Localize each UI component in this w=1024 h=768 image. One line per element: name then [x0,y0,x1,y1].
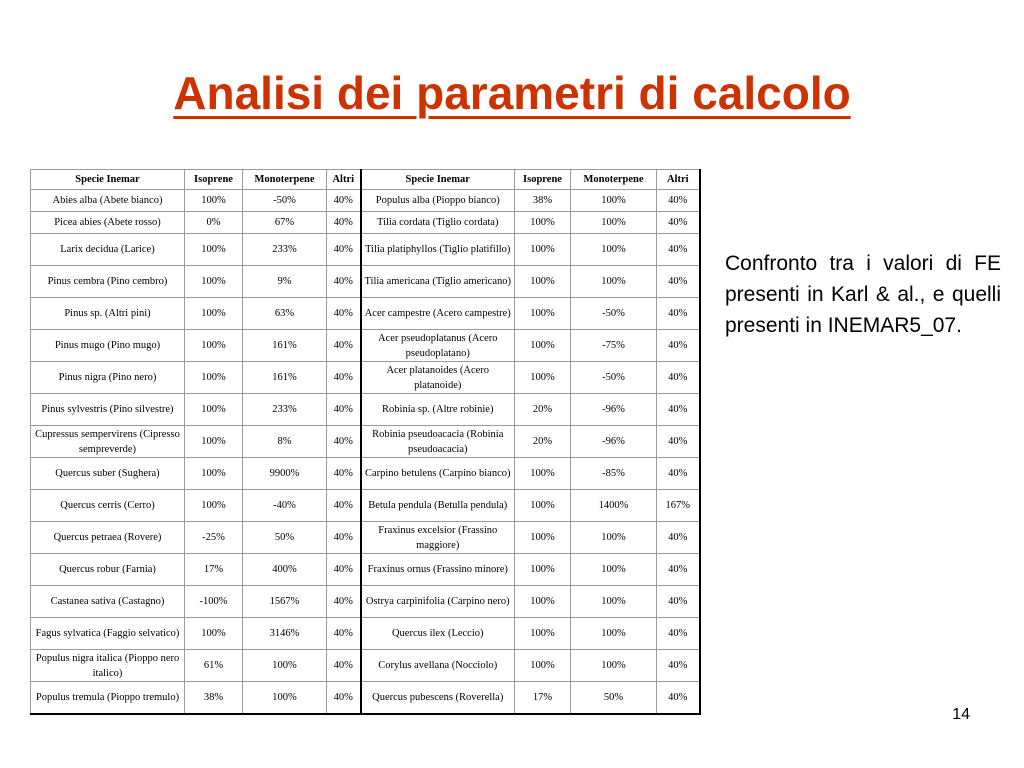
cell-species-left: Cupressus sempervirens (Cipresso sempreverde) [31,426,185,458]
cell-monoterpene-left: 67% [243,212,327,234]
cell-altri-right: 167% [657,490,700,522]
header-isoprene-right: Isoprene [515,170,571,190]
cell-isoprene-right: 100% [515,650,571,682]
table-row [31,266,700,298]
cell-species-left: Quercus petraea (Rovere) [31,522,185,554]
header-monoterpene-left: Monoterpene [243,170,327,190]
cell-altri-right: 40% [657,554,700,586]
cell-isoprene-right: 100% [515,458,571,490]
cell-species-left: Larix decidua (Larice) [31,234,185,266]
cell-altri-right: 40% [657,522,700,554]
cell-species-left: Quercus cerris (Cerro) [31,490,185,522]
cell-monoterpene-left: 9% [243,266,327,298]
cell-species-left: Abies alba (Abete bianco) [31,190,185,212]
cell-altri-right: 40% [657,266,700,298]
cell-isoprene-left: 17% [185,554,243,586]
cell-monoterpene-right: 100% [571,190,657,212]
cell-species-right: Robinia sp. (Altre robinie) [361,394,515,426]
cell-isoprene-right: 100% [515,490,571,522]
cell-species-left: Populus nigra italica (Pioppo nero italico) [31,650,185,682]
cell-isoprene-right: 100% [515,298,571,330]
cell-isoprene-left: 100% [185,362,243,394]
cell-monoterpene-left: 8% [243,426,327,458]
cell-monoterpene-left: 233% [243,234,327,266]
cell-species-right: Tilia cordata (Tiglio cordata) [361,212,515,234]
cell-species-left: Pinus sylvestris (Pino silvestre) [31,394,185,426]
cell-isoprene-left: 61% [185,650,243,682]
cell-altri-left: 40% [327,522,361,554]
cell-altri-left: 40% [327,586,361,618]
cell-species-left: Quercus suber (Sughera) [31,458,185,490]
cell-altri-left: 40% [327,426,361,458]
cell-species-left: Pinus nigra (Pino nero) [31,362,185,394]
cell-species-left: Pinus cembra (Pino cembro) [31,266,185,298]
cell-isoprene-left: 100% [185,266,243,298]
cell-monoterpene-left: 63% [243,298,327,330]
cell-isoprene-left: 100% [185,234,243,266]
table-row [31,298,700,330]
header-species-left: Specie Inemar [31,170,185,190]
cell-species-right: Acer platanoides (Acero platanoide) [361,362,515,394]
page-number: 14 [952,706,970,723]
cell-monoterpene-right: 100% [571,554,657,586]
cell-monoterpene-left: 161% [243,362,327,394]
table-header-row [31,170,700,190]
cell-isoprene-left: 100% [185,618,243,650]
cell-monoterpene-left: 1567% [243,586,327,618]
cell-monoterpene-left: 100% [243,650,327,682]
cell-isoprene-right: 100% [515,212,571,234]
table-row [31,234,700,266]
comparison-note: Confronto tra i valori di FE presenti in Karl & al., e quelli presenti in INEMAR5_07. [725,252,1001,337]
table-row [31,362,700,394]
cell-species-left: Picea abies (Abete rosso) [31,212,185,234]
cell-monoterpene-right: 100% [571,212,657,234]
cell-isoprene-right: 17% [515,682,571,714]
header-monoterpene-right: Monoterpene [571,170,657,190]
cell-isoprene-left: 100% [185,394,243,426]
table-row [31,618,700,650]
cell-altri-left: 40% [327,554,361,586]
emission-factor-table-container [30,169,701,715]
cell-monoterpene-left: -40% [243,490,327,522]
cell-species-right: Carpino betulens (Carpino bianco) [361,458,515,490]
cell-species-left: Castanea sativa (Castagno) [31,586,185,618]
cell-isoprene-right: 100% [515,330,571,362]
header-altri-right: Altri [657,170,700,190]
cell-monoterpene-left: 50% [243,522,327,554]
table-row [31,190,700,212]
cell-species-right: Acer pseudoplatanus (Acero pseudoplatano) [361,330,515,362]
table-row [31,554,700,586]
cell-isoprene-right: 100% [515,266,571,298]
cell-altri-left: 40% [327,234,361,266]
header-altri-left: Altri [327,170,361,190]
cell-monoterpene-right: 100% [571,586,657,618]
cell-monoterpene-right: 50% [571,682,657,714]
cell-altri-left: 40% [327,394,361,426]
cell-isoprene-right: 100% [515,522,571,554]
header-isoprene-left: Isoprene [185,170,243,190]
table-body [31,190,700,714]
cell-isoprene-right: 20% [515,394,571,426]
cell-monoterpene-right: 100% [571,234,657,266]
cell-altri-left: 40% [327,298,361,330]
cell-altri-right: 40% [657,330,700,362]
cell-isoprene-right: 100% [515,586,571,618]
cell-altri-left: 40% [327,618,361,650]
cell-altri-left: 40% [327,362,361,394]
cell-altri-right: 40% [657,298,700,330]
cell-species-right: Ostrya carpinifolia (Carpino nero) [361,586,515,618]
cell-altri-right: 40% [657,618,700,650]
cell-altri-left: 40% [327,266,361,298]
cell-isoprene-left: 38% [185,682,243,714]
cell-monoterpene-left: -50% [243,190,327,212]
cell-altri-right: 40% [657,650,700,682]
cell-altri-right: 40% [657,190,700,212]
cell-monoterpene-right: 1400% [571,490,657,522]
cell-isoprene-right: 38% [515,190,571,212]
cell-monoterpene-left: 9900% [243,458,327,490]
cell-monoterpene-right: -96% [571,394,657,426]
cell-altri-right: 40% [657,682,700,714]
cell-altri-left: 40% [327,650,361,682]
table-row [31,426,700,458]
cell-species-right: Tilia americana (Tiglio americano) [361,266,515,298]
cell-altri-right: 40% [657,394,700,426]
cell-monoterpene-right: 100% [571,650,657,682]
cell-monoterpene-right: 100% [571,522,657,554]
table-row [31,490,700,522]
cell-isoprene-left: 100% [185,458,243,490]
cell-monoterpene-right: -85% [571,458,657,490]
cell-monoterpene-right: 100% [571,266,657,298]
cell-species-right: Robinia pseudoacacia (Robinia pseudoacacia) [361,426,515,458]
cell-isoprene-left: 100% [185,190,243,212]
cell-isoprene-right: 100% [515,234,571,266]
cell-species-left: Pinus sp. (Altri pini) [31,298,185,330]
cell-species-left: Quercus robur (Farnia) [31,554,185,586]
cell-altri-left: 40% [327,190,361,212]
cell-species-right: Quercus pubescens (Roverella) [361,682,515,714]
cell-species-right: Fraxinus excelsior (Frassino maggiore) [361,522,515,554]
slide-title: Analisi dei parametri di calcolo [173,67,851,119]
table-row [31,586,700,618]
cell-isoprene-left: 100% [185,330,243,362]
cell-species-right: Acer campestre (Acero campestre) [361,298,515,330]
cell-species-right: Betula pendula (Betulla pendula) [361,490,515,522]
cell-species-right: Quercus ilex (Leccio) [361,618,515,650]
cell-species-right: Corylus avellana (Nocciolo) [361,650,515,682]
cell-species-right: Tilia platiphyllos (Tiglio platifillo) [361,234,515,266]
cell-isoprene-left: 100% [185,490,243,522]
cell-altri-right: 40% [657,586,700,618]
table-row [31,212,700,234]
cell-species-right: Populus alba (Pioppo bianco) [361,190,515,212]
cell-isoprene-left: -100% [185,586,243,618]
cell-monoterpene-right: -75% [571,330,657,362]
cell-altri-right: 40% [657,458,700,490]
cell-isoprene-left: -25% [185,522,243,554]
cell-monoterpene-right: -50% [571,362,657,394]
cell-isoprene-right: 100% [515,554,571,586]
cell-monoterpene-left: 161% [243,330,327,362]
cell-altri-right: 40% [657,426,700,458]
table-row [31,682,700,714]
cell-altri-left: 40% [327,490,361,522]
cell-monoterpene-right: -96% [571,426,657,458]
header-species-right: Specie Inemar [361,170,515,190]
cell-altri-right: 40% [657,234,700,266]
cell-monoterpene-left: 233% [243,394,327,426]
cell-altri-left: 40% [327,458,361,490]
table-row [31,458,700,490]
cell-isoprene-left: 100% [185,298,243,330]
cell-monoterpene-right: 100% [571,618,657,650]
cell-isoprene-left: 100% [185,426,243,458]
cell-altri-left: 40% [327,330,361,362]
cell-monoterpene-left: 400% [243,554,327,586]
table-row [31,394,700,426]
table-row [31,650,700,682]
cell-species-left: Populus tremula (Pioppo tremulo) [31,682,185,714]
table-row [31,522,700,554]
cell-altri-right: 40% [657,362,700,394]
cell-isoprene-left: 0% [185,212,243,234]
cell-species-left: Fagus sylvatica (Faggio selvatico) [31,618,185,650]
cell-monoterpene-right: -50% [571,298,657,330]
emission-factor-table [30,169,701,715]
cell-species-left: Pinus mugo (Pino mugo) [31,330,185,362]
table-row [31,330,700,362]
cell-isoprene-right: 100% [515,362,571,394]
cell-altri-right: 40% [657,212,700,234]
cell-isoprene-right: 20% [515,426,571,458]
cell-species-right: Fraxinus ornus (Frassino minore) [361,554,515,586]
cell-monoterpene-left: 3146% [243,618,327,650]
cell-altri-left: 40% [327,212,361,234]
cell-monoterpene-left: 100% [243,682,327,714]
cell-isoprene-right: 100% [515,618,571,650]
cell-altri-left: 40% [327,682,361,714]
